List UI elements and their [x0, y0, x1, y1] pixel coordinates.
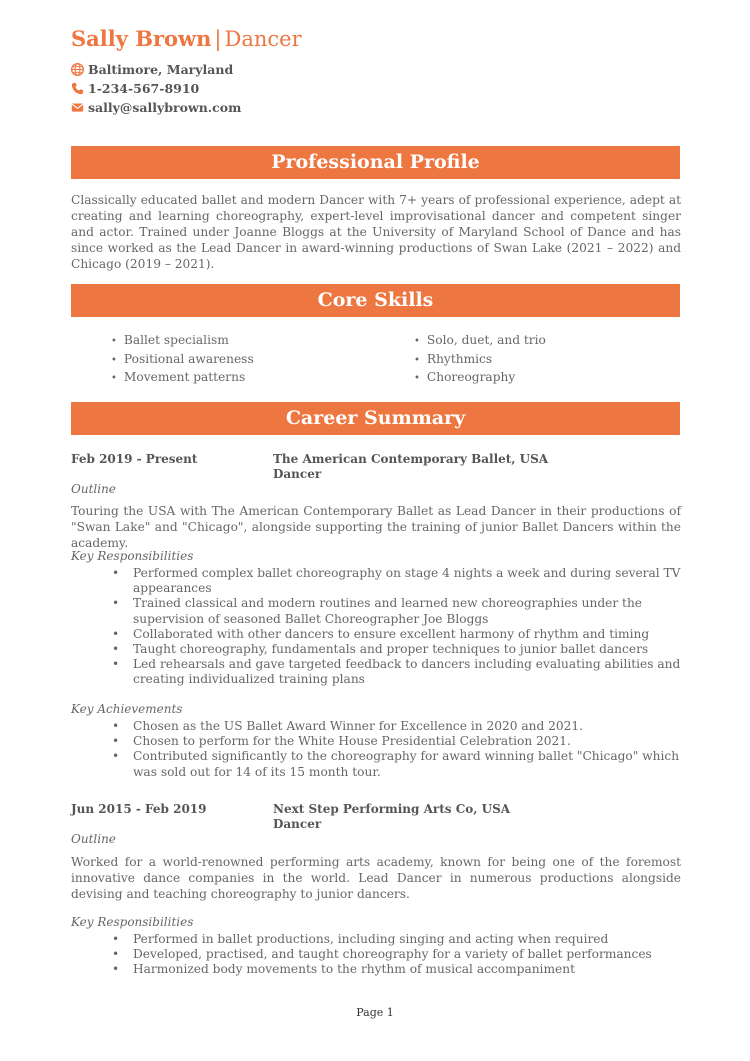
contact-phone	[71, 81, 199, 96]
profile-summary: Classically educated ballet and modern Dancer with 7+ years of professional experience, adept at creating and learning choreography, expert-level improvisational dancer and competent singer and actor. Trained under Joanne Bloggs at the University of Maryland School of Dance and has since worked as the Lead Dancer in award-winning productions of Swan Lake (2021 – 2022) and Chicago (2019 – 2021).	[71, 193, 681, 271]
responsibility-item: • Collaborated with other dancers to ensure excellent harmony of rhythm and timing	[112, 627, 682, 642]
skill-item: • Positional awareness	[111, 351, 254, 370]
contact-location	[71, 62, 233, 77]
skill-item: • Ballet specialism	[111, 332, 254, 351]
achievement-item: • Chosen as the US Ballet Award Winner for Excellence in 2020 and 2021.	[112, 719, 682, 734]
name-separator: |	[214, 27, 222, 51]
achievement-item: • Contributed significantly to the choreography for award winning ballet "Chicago" which was sold out for 14 of its 15 month tour.	[112, 749, 682, 779]
achievements-list	[112, 719, 682, 780]
skill-item: • Choreography	[414, 369, 546, 388]
globe-icon	[71, 63, 84, 76]
resume-name-title	[71, 26, 302, 51]
responsibility-item: • Developed, practised, and taught choreography for a variety of ballet performances	[112, 947, 682, 962]
skill-item: • Movement patterns	[111, 369, 254, 388]
job-employer	[273, 452, 548, 482]
section-header-skills: Core Skills	[71, 284, 680, 317]
job-role: Dancer	[273, 467, 322, 481]
candidate-title: Dancer	[224, 27, 302, 51]
job-employer	[273, 802, 510, 832]
section-header-profile: Professional Profile	[71, 146, 680, 179]
phone-icon	[71, 82, 84, 95]
responsibility-item: • Harmonized body movements to the rhythm of musical accompaniment	[112, 962, 682, 977]
achievement-item: • Chosen to perform for the White House Presidential Celebration 2021.	[112, 734, 682, 749]
responsibility-item: • Trained classical and modern routines and learned new choreographies under the supervision of seasoned Ballet Choreographer Joe Bloggs	[112, 596, 682, 626]
page-number: Page 1	[356, 1006, 394, 1019]
outline-label: Outline	[71, 832, 116, 846]
achievements-label: Key Achievements	[71, 702, 183, 716]
outline-label: Outline	[71, 482, 116, 496]
job-role: Dancer	[273, 817, 322, 831]
location-text: Baltimore, Maryland	[88, 62, 234, 77]
email-text: sally@sallybrown.com	[88, 100, 242, 115]
skill-item: • Solo, duet, and trio	[414, 332, 546, 351]
job-dates: Jun 2015 - Feb 2019	[71, 802, 207, 816]
responsibilities-list	[112, 566, 682, 688]
job-outline: Worked for a world-renowned performing arts academy, known for being one of the foremost innovative dance companies in the world. Lead Dancer in numerous productions alongside devising and teaching choreography to junior dancers.	[71, 855, 681, 901]
contact-email	[71, 100, 241, 115]
job-dates: Feb 2019 - Present	[71, 452, 198, 466]
section-header-career: Career Summary	[71, 402, 680, 435]
responsibility-item: • Performed in ballet productions, including singing and acting when required	[112, 932, 682, 947]
phone-text: 1-234-567-8910	[88, 81, 200, 96]
responsibilities-label: Key Responsibilities	[71, 549, 194, 563]
responsibility-item: • Taught choreography, fundamentals and proper techniques to junior ballet dancers	[112, 642, 682, 657]
job-outline: Touring the USA with The American Contemporary Ballet as Lead Dancer in their productions of "Swan Lake" and "Chicago", alongside supporting the training of junior Ballet Dancers within the academy.	[71, 504, 681, 550]
responsibilities-label: Key Responsibilities	[71, 915, 194, 929]
responsibility-item: • Performed complex ballet choreography on stage 4 nights a week and during several TV appearances	[112, 566, 682, 596]
skill-item: • Rhythmics	[414, 351, 546, 370]
envelope-icon	[71, 101, 84, 114]
job-company: Next Step Performing Arts Co, USA	[273, 802, 511, 816]
job-company: The American Contemporary Ballet, USA	[273, 452, 549, 466]
responsibility-item: • Led rehearsals and gave targeted feedback to dancers including evaluating abilities and creating individualized training plans	[112, 657, 682, 687]
candidate-name: Sally Brown	[71, 26, 212, 51]
skills-list-right	[414, 332, 546, 388]
responsibilities-list	[112, 932, 682, 978]
skills-list-left	[111, 332, 254, 388]
